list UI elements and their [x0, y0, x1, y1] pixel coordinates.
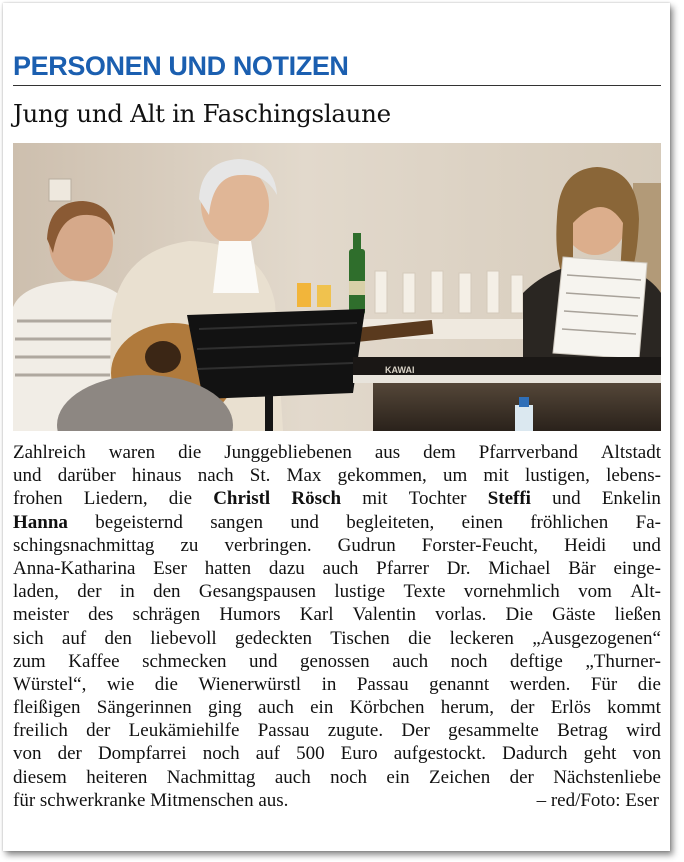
- article-word: Pfarrer: [376, 557, 429, 579]
- article-word: ein: [386, 766, 410, 788]
- article-last-line: [13, 789, 661, 812]
- article-word: Fa-: [635, 511, 661, 533]
- article-word: Dr.: [446, 557, 471, 579]
- article-line: [13, 650, 661, 673]
- article-word: sangen: [210, 511, 263, 533]
- article-word: „Thurner-: [585, 650, 661, 672]
- article-line: [13, 627, 661, 650]
- article-word: von: [13, 743, 42, 765]
- article-word: gekommen,: [337, 465, 427, 487]
- article-name-bold: Christl: [213, 488, 271, 510]
- article-word: wird: [626, 720, 661, 742]
- article-word: Tochter: [408, 488, 467, 510]
- article-word: lustige: [334, 581, 386, 603]
- article-name-bold: Hanna: [13, 511, 68, 533]
- article-word: vom: [578, 581, 612, 603]
- article-word: gesammelte: [448, 720, 539, 742]
- article-word: der: [77, 581, 102, 603]
- article-word: auch: [258, 697, 294, 719]
- article-word: Nachmittag: [166, 766, 256, 788]
- article-word: einen: [461, 511, 503, 533]
- article-line: [13, 441, 661, 464]
- article-word: Gesangspausen: [198, 581, 317, 603]
- article-word: Sängerinnen: [96, 697, 192, 719]
- article-word: Max: [286, 465, 322, 487]
- article-word: diesem: [13, 766, 67, 788]
- article-word: „Ausgezogenen“: [532, 627, 661, 649]
- article-line: [13, 487, 661, 510]
- article-word: auch: [392, 650, 429, 672]
- article-word: Wienerwürstl: [198, 673, 302, 695]
- article-word: Euro: [340, 743, 378, 765]
- article-word: kommt: [607, 697, 661, 719]
- article-word: Altstadt: [600, 442, 661, 463]
- article-headline: Jung und Alt in Faschingslaune: [13, 99, 391, 128]
- article-word: werden.: [509, 673, 571, 695]
- article-word: verbringen.: [224, 534, 312, 556]
- article-word: Zeichen: [429, 766, 491, 788]
- article-word: und: [249, 650, 278, 672]
- article-word: Passau: [356, 673, 409, 695]
- article-word: leckeren: [449, 627, 514, 649]
- article-word: Heidi: [564, 534, 607, 556]
- article-word: deftige: [510, 650, 563, 672]
- article-word: Der: [401, 720, 430, 742]
- photo-credit: – red/Foto: Eser: [536, 789, 659, 811]
- article-word: Humors: [219, 604, 281, 626]
- article-word: Kaffee: [68, 650, 120, 672]
- article-word: hinaus: [131, 465, 182, 487]
- article-word: die: [408, 627, 432, 649]
- article-word: meister: [13, 604, 69, 626]
- article-word: noch: [450, 650, 488, 672]
- article-line: [13, 696, 661, 719]
- article-word: laden,: [13, 581, 59, 603]
- article-word: Würstel“,: [13, 673, 87, 695]
- article-word: genannt: [429, 673, 490, 695]
- article-word: Betrag: [557, 720, 608, 742]
- article-word: Für: [590, 673, 618, 695]
- article-word: Pfarrverband: [478, 442, 578, 463]
- article-word: in: [119, 581, 135, 603]
- article-word: Enkelin: [601, 488, 661, 510]
- article-word: darüber: [57, 465, 116, 487]
- article-word: die: [154, 673, 178, 695]
- article-word: von: [632, 743, 661, 765]
- article-word: auch: [322, 557, 359, 579]
- article-line: [13, 603, 661, 626]
- article-word: nach: [197, 465, 234, 487]
- article-word: zu: [180, 534, 199, 556]
- article-body: [13, 441, 661, 812]
- article-word: auf: [61, 627, 87, 649]
- article-word: aufgestockt.: [393, 743, 487, 765]
- article-word: Dompfarrei: [97, 743, 187, 765]
- article-word: heiteren: [86, 766, 148, 788]
- article-word: Erlös: [550, 697, 591, 719]
- article-word: Dadurch: [502, 743, 568, 765]
- article-word: dem: [423, 442, 456, 463]
- article-word: Eser: [153, 557, 187, 579]
- article-word: Nächstenliebe: [553, 766, 661, 788]
- article-word: der: [57, 743, 82, 765]
- article-word: die: [178, 442, 202, 463]
- article-word: St.: [249, 465, 271, 487]
- article-word: waren: [108, 442, 156, 463]
- article-word: geht: [583, 743, 617, 765]
- article-word: ließen: [614, 604, 661, 626]
- article-word: Passau: [257, 720, 310, 742]
- article-word: mit: [483, 465, 509, 487]
- article-word: 500: [296, 743, 325, 765]
- article-word: wie: [106, 673, 135, 695]
- article-word: schmecken: [142, 650, 227, 672]
- article-word: Gäste: [552, 604, 596, 626]
- article-closing-text: für schwerkranke Mitmenschen aus.: [13, 789, 289, 811]
- article-word: gedeckten: [234, 627, 312, 649]
- article-word: frohen: [13, 488, 63, 510]
- article-word: auch: [274, 766, 311, 788]
- article-word: um: [442, 465, 468, 487]
- article-word: den: [104, 627, 132, 649]
- article-word: schingsnachmittag: [13, 534, 155, 556]
- article-word: Zahlreich: [13, 442, 86, 463]
- article-word: Leukämiehilfe: [128, 720, 240, 742]
- article-word: Michael: [488, 557, 551, 579]
- article-word: vornehmlich: [463, 581, 560, 603]
- article-word: zugute.: [327, 720, 384, 742]
- article-word: und: [13, 465, 42, 487]
- article-line: [13, 511, 661, 534]
- article-word: mit: [362, 488, 388, 510]
- article-word: Bär: [568, 557, 596, 579]
- article-word: Die: [505, 604, 533, 626]
- article-word: Valentin: [352, 604, 416, 626]
- article-word: hatten: [204, 557, 252, 579]
- article-line: [13, 673, 661, 696]
- article-word: vorlas.: [435, 604, 487, 626]
- article-word: freilich: [13, 720, 68, 742]
- piano-brand-label: KAWAI: [385, 365, 415, 375]
- article-word: zum: [13, 650, 46, 672]
- article-line: [13, 534, 661, 557]
- article-word: genossen: [300, 650, 370, 672]
- article-line: [13, 580, 661, 603]
- article-word: ging: [207, 697, 242, 719]
- article-word: der: [509, 766, 534, 788]
- article-word: und: [552, 488, 581, 510]
- article-word: die: [637, 673, 661, 695]
- article-word: des: [88, 604, 114, 626]
- article-word: die: [168, 488, 193, 510]
- section-title: PERSONEN UND NOTIZEN: [13, 51, 349, 81]
- article-word: schrägen: [132, 604, 201, 626]
- article-line: [13, 742, 661, 765]
- article-line: [13, 464, 661, 487]
- article-word: begleiteten,: [346, 511, 435, 533]
- article-word: dazu: [268, 557, 305, 579]
- article-line: [13, 719, 661, 742]
- article-word: fröhlichen: [530, 511, 609, 533]
- article-word: auf: [255, 743, 280, 765]
- article-word: Körbchen: [349, 697, 425, 719]
- article-word: den: [153, 581, 181, 603]
- article-word: Gudrun: [337, 534, 396, 556]
- article-name-bold: Steffi: [487, 488, 531, 510]
- article-word: Liedern,: [83, 488, 148, 510]
- article-name-bold: Rösch: [291, 488, 342, 510]
- article-word: noch: [202, 743, 240, 765]
- article-word: Tischen: [330, 627, 390, 649]
- article-word: lustigen,: [524, 465, 590, 487]
- article-word: Junggebliebenen: [224, 442, 352, 463]
- article-word: Karl: [299, 604, 334, 626]
- article-word: herum,: [440, 697, 495, 719]
- article-word: einge-: [613, 557, 661, 579]
- section-divider: [13, 85, 661, 86]
- article-word: in: [321, 673, 337, 695]
- article-word: der: [86, 720, 111, 742]
- article-word: liebevoll: [150, 627, 217, 649]
- article-photo: [13, 143, 661, 431]
- article-word: sich: [13, 627, 44, 649]
- newspaper-clipping: [3, 3, 670, 851]
- article-line: [13, 766, 661, 789]
- article-word: aus: [374, 442, 401, 463]
- article-word: lebens-: [606, 465, 661, 487]
- article-word: noch: [330, 766, 368, 788]
- article-word: Texte: [403, 581, 446, 603]
- article-word: und: [290, 511, 319, 533]
- article-word: und: [632, 534, 661, 556]
- article-word: Anna-Katharina: [13, 557, 136, 579]
- article-word: ein: [310, 697, 334, 719]
- article-word: der: [510, 697, 535, 719]
- article-word: fleißigen: [13, 697, 81, 719]
- article-word: Alt-: [630, 581, 661, 603]
- article-word: Forster-Feucht,: [421, 534, 539, 556]
- article-word: begeisternd: [95, 511, 183, 533]
- article-line: [13, 557, 661, 580]
